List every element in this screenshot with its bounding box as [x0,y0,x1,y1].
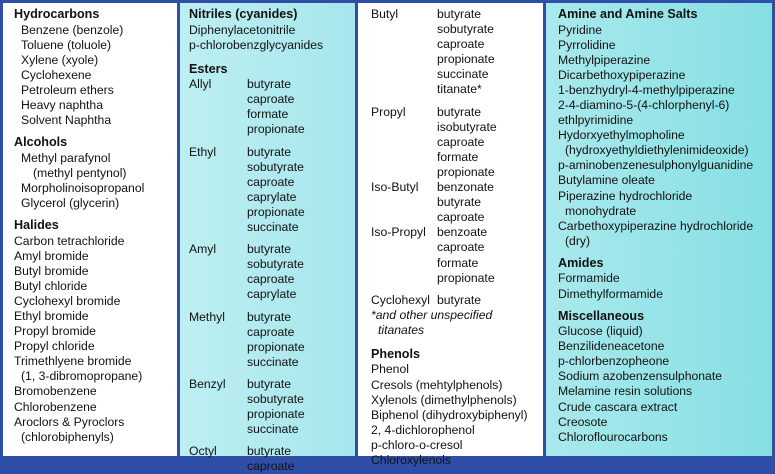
amines-heading: Amine and Amine Salts [558,7,698,21]
list-item: Methyl parafynol [21,150,111,165]
column-1 [3,3,177,456]
list-item: Hydorxyethylmopholine [558,128,685,143]
list-item: caproate [247,324,295,339]
list-item: 2, 4-dichlorophenol [371,422,475,437]
list-item: Morpholinoisopropanol [21,180,145,195]
list-item: butyrate [247,242,292,257]
esters-heading: Esters [189,61,228,76]
list-item: titanate* [437,82,482,97]
list-item: Amyl bromide [14,248,89,263]
list-item: (dry) [565,233,591,248]
list-item: Formamide [558,271,620,286]
list-item: propionate [247,122,305,137]
list-item: sobutyrate [247,257,304,272]
list-item: Trimethlyene bromide [14,354,132,369]
list-item: p-chloro-o-cresol [371,437,463,452]
list-item: Toluene (toluole) [21,37,112,52]
list-item: ethlpyrimidine [558,113,634,128]
list-item: butyrate [247,376,292,391]
list-item: Pyrrolidine [558,37,616,52]
list-item: caproate [247,272,295,287]
list-item: succinate [247,354,299,369]
nitriles-heading: Nitriles (cyanides) [189,7,298,21]
list-item: benzonate [437,180,494,195]
ester-group-name: Ethyl [189,144,217,159]
list-item: Bromobenzene [14,384,97,399]
list-item: Sodium azobenzensulphonate [558,369,722,384]
list-item: butyrate [247,309,292,324]
list-item: propionate [247,204,305,219]
list-item: propionate [247,339,305,354]
esters-groups [189,77,355,474]
list-item: propionate [437,270,495,285]
list-item: succinate [247,422,299,437]
list-item: Xylene (xyole) [21,52,99,67]
hydrocarbons-heading: Hydrocarbons [14,7,100,21]
list-item: p-chlorobenzglycyanides [189,37,324,52]
amides-heading: Amides [558,255,604,270]
list-item: Butyl bromide [14,263,89,278]
ester-group-name: Cyclohexyl [371,292,430,307]
list-item: caprylate [247,189,297,204]
list-item: Xylenols (dimethylphenols) [371,392,517,407]
list-item: Biphenol (dihydroxybiphenyl) [371,407,528,422]
ester-group-name: Iso-Propyl [371,225,426,240]
list-item: Chlorobenzene [14,399,97,414]
list-item: butyrate [437,195,482,210]
list-item: (chlorobiphenyls) [21,429,114,444]
list-item: caproate [437,134,485,149]
list-item: Cyclohexyl bromide [14,293,121,308]
list-item: monohydrate [565,203,637,218]
halides-heading: Halides [14,218,59,233]
nitriles-list [189,23,355,53]
list-item: Benzilideneacetone [558,339,665,354]
list-item: Propyl bromide [14,324,96,339]
ester-group-name: Butyl [371,7,399,21]
list-item: Benzene (benzole) [21,22,124,37]
list-item: Crude cascara extract [558,399,678,414]
footnote: titanates [378,322,425,337]
list-item: succinate [247,220,299,235]
list-item: isobutyrate [437,119,497,134]
list-item: 1-benzhydryl-4-methylpiperazine [558,82,735,97]
list-item: Chloroflourocarbons [558,429,668,444]
list-item: propionate [247,407,305,422]
list-item: Butyl chloride [14,278,88,293]
amides-list [558,271,772,301]
list-item: caproate [247,459,295,474]
ester-group-name: Allyl [189,77,212,92]
amines-list [558,23,772,249]
list-item: butyrate [437,292,482,307]
list-item: Pyridine [558,22,603,37]
alcohols-heading: Alcohols [14,135,68,150]
list-item: propionate [437,164,495,179]
column-2 [180,3,355,474]
list-item: Piperazine hydrochloride [558,188,693,203]
list-item: caproate [247,92,295,107]
list-item: caproate [437,210,485,225]
phenols-list [371,362,543,468]
list-item: (1, 3-dibromopropane) [21,369,143,384]
esters-continued [371,7,543,338]
list-item: Phenol [371,362,409,377]
list-item: (methyl pentynol) [33,165,127,180]
list-item: p-chlorbenzopheone [558,354,670,369]
hydrocarbons-list [14,23,177,129]
ester-group-name: Iso-Butyl [371,180,419,195]
list-item: Ethyl bromide [14,309,89,323]
list-item: Carbethoxypiperazine hydrochloride [558,218,754,233]
list-item: Aroclors & Pyroclors [14,414,125,429]
column-4 [546,3,772,456]
list-item: succinate [437,67,489,82]
halides-list [14,234,177,445]
list-item: Methylpiperazine [558,52,651,67]
list-item: Butylamine oleate [558,173,655,188]
list-item: formate [437,149,479,164]
list-item: Cyclohexene [21,67,92,82]
list-item: Glucose (liquid) [558,324,643,339]
ester-group-name: Propyl [371,104,406,119]
list-item: Melamine resin solutions [558,384,693,399]
ester-group-name: Benzyl [189,376,226,391]
list-item: benzoate [437,225,488,240]
list-item: Dimethylformamide [558,286,663,301]
list-item: p-aminobenzenesulphonylguanidine [558,158,754,173]
ester-group-name: Amyl [189,242,217,257]
list-item: formate [437,255,479,270]
list-item: caproate [437,37,485,52]
list-item: (hydroxyethyldiethylenimideoxide) [565,143,749,158]
list-item: butyrate [247,77,292,92]
footnote: *and other unspecified [371,307,493,322]
list-item: Solvent Naphtha [21,113,112,128]
list-item: Dicarbethoxypiperazine [558,67,686,82]
list-item: Petroleum ethers [21,82,114,97]
miscellaneous-heading: Miscellaneous [558,308,645,323]
miscellaneous-list [558,324,772,445]
list-item: caproate [247,174,295,189]
list-item: caprylate [247,287,297,302]
list-item: sobutyrate [247,159,304,174]
list-item: Glycerol (glycerin) [21,195,120,210]
ester-group-name: Methyl [189,309,225,324]
list-item: butyrate [437,104,482,119]
list-item: butyrate [247,444,292,459]
list-item: Heavy naphtha [21,97,103,112]
list-item: butyrate [437,7,482,21]
alcohols-list [14,151,177,211]
list-item: Cresols (mehtylphenols) [371,377,503,392]
list-item: Carbon tetrachloride [14,233,125,248]
list-item: 2-4-diamino-5-(4-chlorphenyl-6) [558,97,730,112]
list-item: butyrate [247,144,292,159]
list-item: Diphenylacetonitrile [189,22,296,37]
ester-group-name: Octyl [189,444,217,459]
list-item: sobutyrate [437,22,494,37]
list-item: Propyl chloride [14,339,95,354]
list-item: caproate [437,240,485,255]
list-item: Creosote [558,414,608,429]
list-item: propionate [437,52,495,67]
list-item: Chloroxylenols [371,453,451,468]
column-3 [358,3,543,468]
list-item: sobutyrate [247,391,304,406]
list-item: formate [247,107,289,122]
phenols-heading: Phenols [371,346,420,361]
